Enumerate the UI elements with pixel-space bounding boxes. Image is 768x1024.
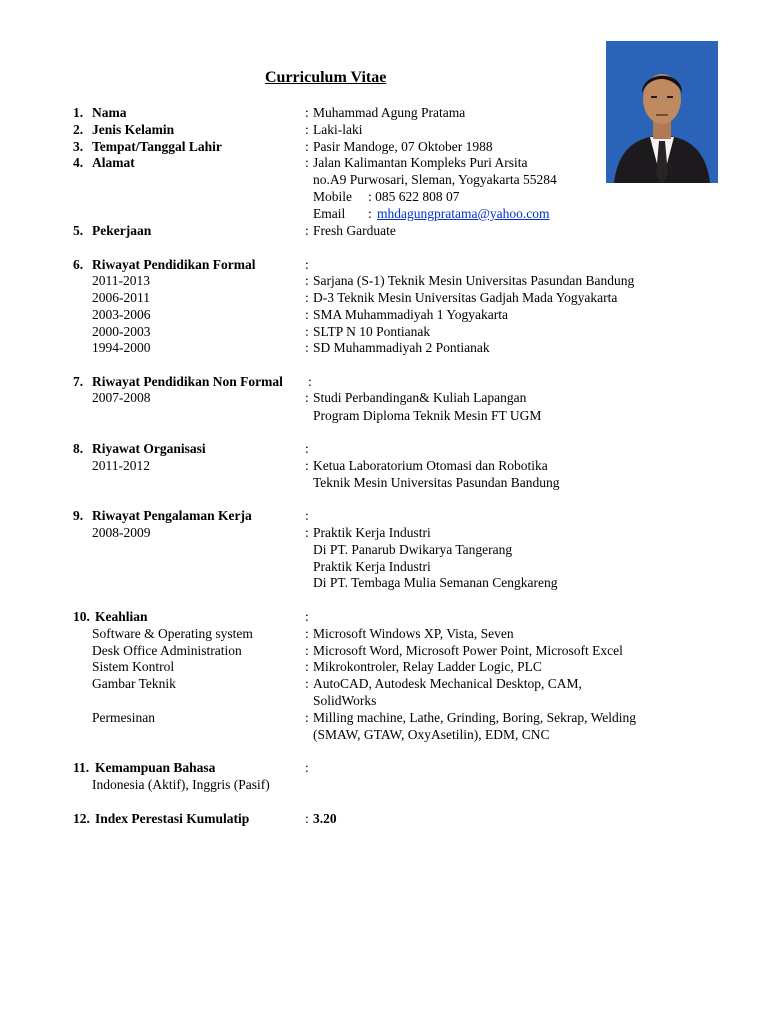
colon: : (305, 340, 309, 355)
section-heading-pengalaman-kerja: Riwayat Pengalaman Kerja (92, 508, 252, 523)
gpa-value: 3.20 (313, 811, 337, 826)
education-year: 2011-2013 (92, 273, 150, 288)
nonformal-detail: Program Diploma Teknik Mesin FT UGM (313, 408, 542, 423)
education-year: 2006-2011 (92, 290, 150, 305)
colon: : (305, 659, 309, 674)
section-number: 4. (73, 155, 84, 170)
colon: : (305, 458, 309, 473)
section-number: 12. (73, 811, 90, 826)
colon: : (305, 290, 309, 305)
colon: : (305, 122, 309, 137)
colon: : (305, 324, 309, 339)
skill-category: Gambar Teknik (92, 676, 176, 691)
colon: : (305, 811, 309, 826)
education-school: SMA Muhammadiyah 1 Yogyakarta (313, 307, 508, 322)
section-heading-keahlian: Keahlian (95, 609, 148, 624)
colon: : (305, 390, 309, 405)
section-heading-bahasa: Kemampuan Bahasa (95, 760, 216, 775)
organization-year: 2011-2012 (92, 458, 150, 473)
colon: : (305, 710, 309, 725)
education-year: 2003-2006 (92, 307, 151, 322)
skill-category: Permesinan (92, 710, 155, 725)
field-value-pekerjaan: Fresh Garduate (313, 223, 396, 238)
skill-detail: (SMAW, GTAW, OxyAsetilin), EDM, CNC (313, 727, 550, 742)
field-value-jenis-kelamin: Laki-laki (313, 122, 363, 137)
work-detail: Praktik Kerja Industri (313, 559, 431, 574)
education-school: Sarjana (S-1) Teknik Mesin Universitas Pasundan Bandung (313, 273, 635, 288)
field-value-nama: Muhammad Agung Pratama (313, 105, 466, 120)
skill-category: Sistem Kontrol (92, 659, 175, 674)
section-number: 7. (73, 374, 84, 389)
colon: : (368, 206, 372, 221)
section-heading-pendidikan-non-formal: Riwayat Pendidikan Non Formal (92, 374, 283, 389)
section-number: 1. (73, 105, 84, 120)
address-line: Jalan Kalimantan Kompleks Puri Arsita (313, 155, 528, 170)
colon: : (305, 643, 309, 658)
section-heading-pendidikan-formal: Riwayat Pendidikan Formal (92, 257, 256, 272)
colon: : (308, 374, 312, 389)
education-year: 1994-2000 (92, 340, 151, 355)
colon: : (305, 676, 309, 691)
section-number: 10. (73, 609, 90, 624)
education-year: 2000-2003 (92, 324, 151, 339)
skill-detail: Mikrokontroler, Relay Ladder Logic, PLC (313, 659, 542, 674)
colon: : (305, 307, 309, 322)
section-number: 2. (73, 122, 84, 137)
colon: : (305, 105, 309, 120)
colon: : (305, 155, 309, 170)
email-label: Email (313, 206, 346, 221)
field-label-ttl: Tempat/Tanggal Lahir (92, 139, 222, 154)
skill-detail: Microsoft Word, Microsoft Power Point, Microsoft Excel (313, 643, 623, 658)
education-school: SD Muhammadiyah 2 Pontianak (313, 340, 490, 355)
section-heading-organisasi: Riyawat Organisasi (92, 441, 206, 456)
section-number: 9. (73, 508, 84, 523)
colon: : (305, 508, 309, 523)
skill-detail: Microsoft Windows XP, Vista, Seven (313, 626, 514, 641)
field-label-pekerjaan: Pekerjaan (92, 223, 152, 238)
skill-category: Software & Operating system (92, 626, 253, 641)
section-heading-ipk: Index Perestasi Kumulatip (95, 811, 250, 826)
education-school: SLTP N 10 Pontianak (313, 324, 431, 339)
mobile-label: Mobile (313, 189, 352, 204)
document-title: Curriculum Vitae (265, 69, 387, 86)
section-number: 11. (73, 760, 90, 775)
colon: : (305, 273, 309, 288)
field-label-alamat: Alamat (92, 155, 135, 170)
field-value-ttl: Pasir Mandoge, 07 Oktober 1988 (313, 139, 493, 154)
language-detail: Indonesia (Aktif), Inggris (Pasif) (92, 777, 270, 792)
section-number: 8. (73, 441, 84, 456)
education-school: D-3 Teknik Mesin Universitas Gadjah Mada Yogyakarta (313, 290, 618, 305)
work-year: 2008-2009 (92, 525, 151, 540)
colon: : (305, 760, 309, 775)
organization-detail: Teknik Mesin Universitas Pasundan Bandung (313, 475, 560, 490)
work-detail: Di PT. Tembaga Mulia Semanan Cengkareng (313, 575, 558, 590)
colon: : (305, 525, 309, 540)
work-detail: Praktik Kerja Industri (313, 525, 431, 540)
section-number: 3. (73, 139, 84, 154)
colon: : (305, 139, 309, 154)
field-label-nama: Nama (92, 105, 127, 120)
email-link[interactable]: mhdagungpratama@yahoo.com (377, 206, 550, 221)
colon: : (305, 441, 309, 456)
nonformal-year: 2007-2008 (92, 390, 151, 405)
skill-category: Desk Office Administration (92, 643, 242, 658)
colon: : (305, 626, 309, 641)
portrait-illustration (606, 41, 718, 183)
section-number: 5. (73, 223, 84, 238)
field-label-jenis-kelamin: Jenis Kelamin (92, 122, 175, 137)
skill-detail: Milling machine, Lathe, Grinding, Boring, Sekrap, Welding (313, 710, 636, 725)
address-line: no.A9 Purwosari, Sleman, Yogyakarta 55284 (313, 172, 557, 187)
work-detail: Di PT. Panarub Dwikarya Tangerang (313, 542, 513, 557)
colon: : (305, 609, 309, 624)
skill-detail: AutoCAD, Autodesk Mechanical Desktop, CAM, (313, 676, 582, 691)
organization-detail: Ketua Laboratorium Otomasi dan Robotika (313, 458, 548, 473)
section-number: 6. (73, 257, 84, 272)
colon: : (305, 223, 309, 238)
profile-photo (606, 41, 718, 183)
colon: : (305, 257, 309, 272)
mobile-number: : 085 622 808 07 (368, 189, 460, 204)
nonformal-detail: Studi Perbandingan& Kuliah Lapangan (313, 390, 527, 405)
skill-detail: SolidWorks (313, 693, 377, 708)
